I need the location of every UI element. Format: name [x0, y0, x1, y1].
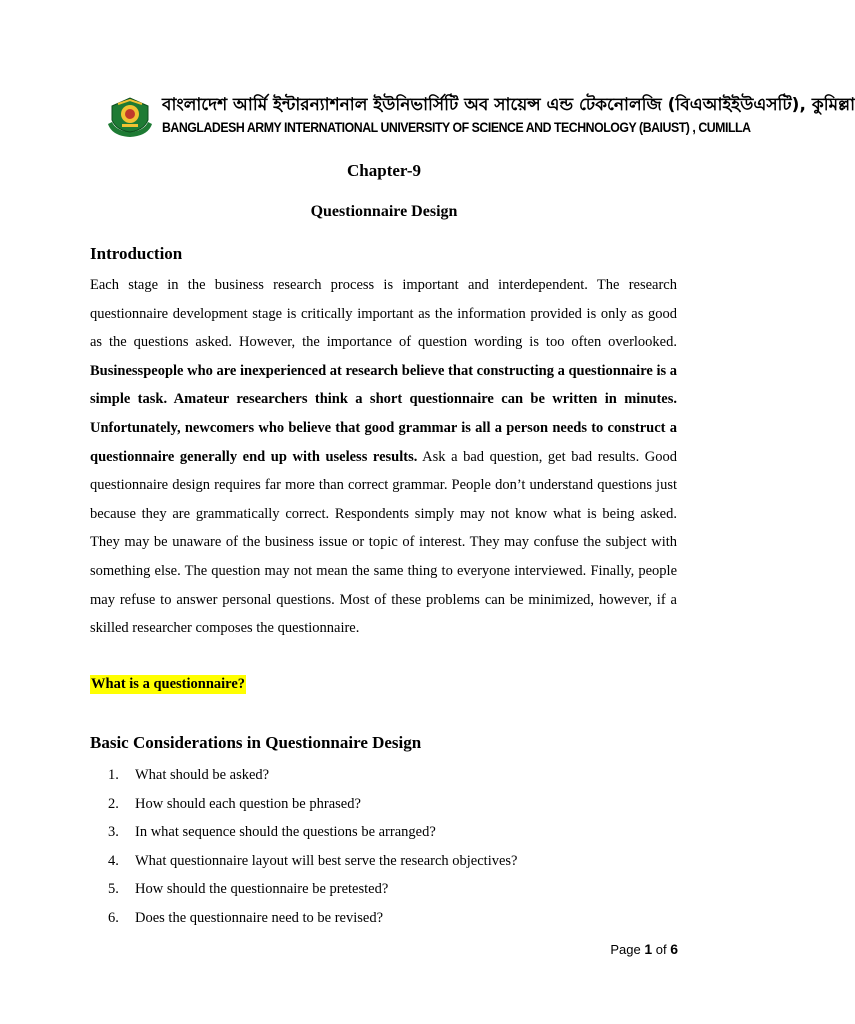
- intro-text-part1: Each stage in the business research process is important and interdependent. The research questionnaire development stage is critically important as the information provided is only as good as the questions asked. However, the importance of question wording is too often overlooked.: [90, 277, 677, 351]
- list-item: [108, 904, 668, 933]
- list-number: 5.: [108, 881, 119, 898]
- considerations-list: [108, 761, 668, 933]
- list-item: [108, 790, 668, 819]
- list-item: [108, 761, 668, 790]
- of-word: of: [655, 942, 667, 957]
- list-number: 1.: [108, 767, 119, 783]
- list-number: 6.: [108, 909, 119, 926]
- list-item: [108, 875, 668, 904]
- list-item: [108, 818, 668, 847]
- university-crest-icon: [104, 94, 156, 138]
- list-item-text: In what sequence should the questions be arranged?: [135, 824, 436, 841]
- list-number: 4.: [108, 852, 119, 869]
- university-header: [100, 92, 855, 140]
- list-item-text: What should be asked?: [135, 767, 270, 783]
- list-item: [108, 847, 668, 876]
- page-number-footer: [610, 941, 678, 957]
- document-title: Questionnaire Design: [310, 203, 458, 220]
- chapter-label: Chapter-9: [347, 161, 421, 180]
- bangla-university-title: বাংলাদেশ আর্মি ইন্টারন্যাশনাল ইউনিভার্সিটি অব সায়েন্স এন্ড টেকনোলজি (বিএআইইউএসটি), কুমিল্লা: [162, 95, 855, 115]
- list-item-text: How should the questionnaire be pretested?: [135, 881, 389, 898]
- intro-text-part2: Ask a bad question, get bad results. Good questionnaire design requires far more than correct grammar. People don’t understand questions just because they are grammatically correct. Respondents simply may not know what is being asked. They may be unaware of the business issue or topic of interest. They may confuse the subject with something else. The question may not mean the same thing to everyone interviewed. Finally, people may refuse to answer personal questions. Most of these problems can be minimized, however, if a skilled researcher composes the questionnaire.: [90, 448, 677, 637]
- list-item-text: How should each question be phrased?: [135, 795, 361, 812]
- list-number: 2.: [108, 795, 119, 812]
- page-word: Page: [610, 942, 641, 957]
- english-university-title: BANGLADESH ARMY INTERNATIONAL UNIVERSITY OF SCIENCE AND TECHNOLOGY (BAIUST) , CUMILLA: [162, 120, 751, 135]
- current-page-number: 1: [644, 941, 653, 957]
- highlighted-question: What is a questionnaire?: [91, 676, 246, 692]
- list-item-text: What questionnaire layout will best serve the research objectives?: [135, 852, 518, 869]
- list-number: 3.: [108, 824, 119, 841]
- intro-bold-text: Businesspeople who are inexperienced at research believe that constructing a questionnaire is a simple task. Amateur researchers think a short questionnaire can be written in minutes. Unfortunately, newcomers who believe that good grammar is all a person needs to construct a questionnaire generally end up with useless results.: [90, 362, 677, 465]
- basic-considerations-heading: Basic Considerations in Questionnaire Design: [90, 733, 422, 752]
- introduction-heading: Introduction: [90, 244, 183, 263]
- total-pages-number: 6: [670, 941, 678, 957]
- introduction-paragraph: [90, 271, 677, 643]
- list-item-text: Does the questionnaire need to be revised?: [135, 909, 384, 926]
